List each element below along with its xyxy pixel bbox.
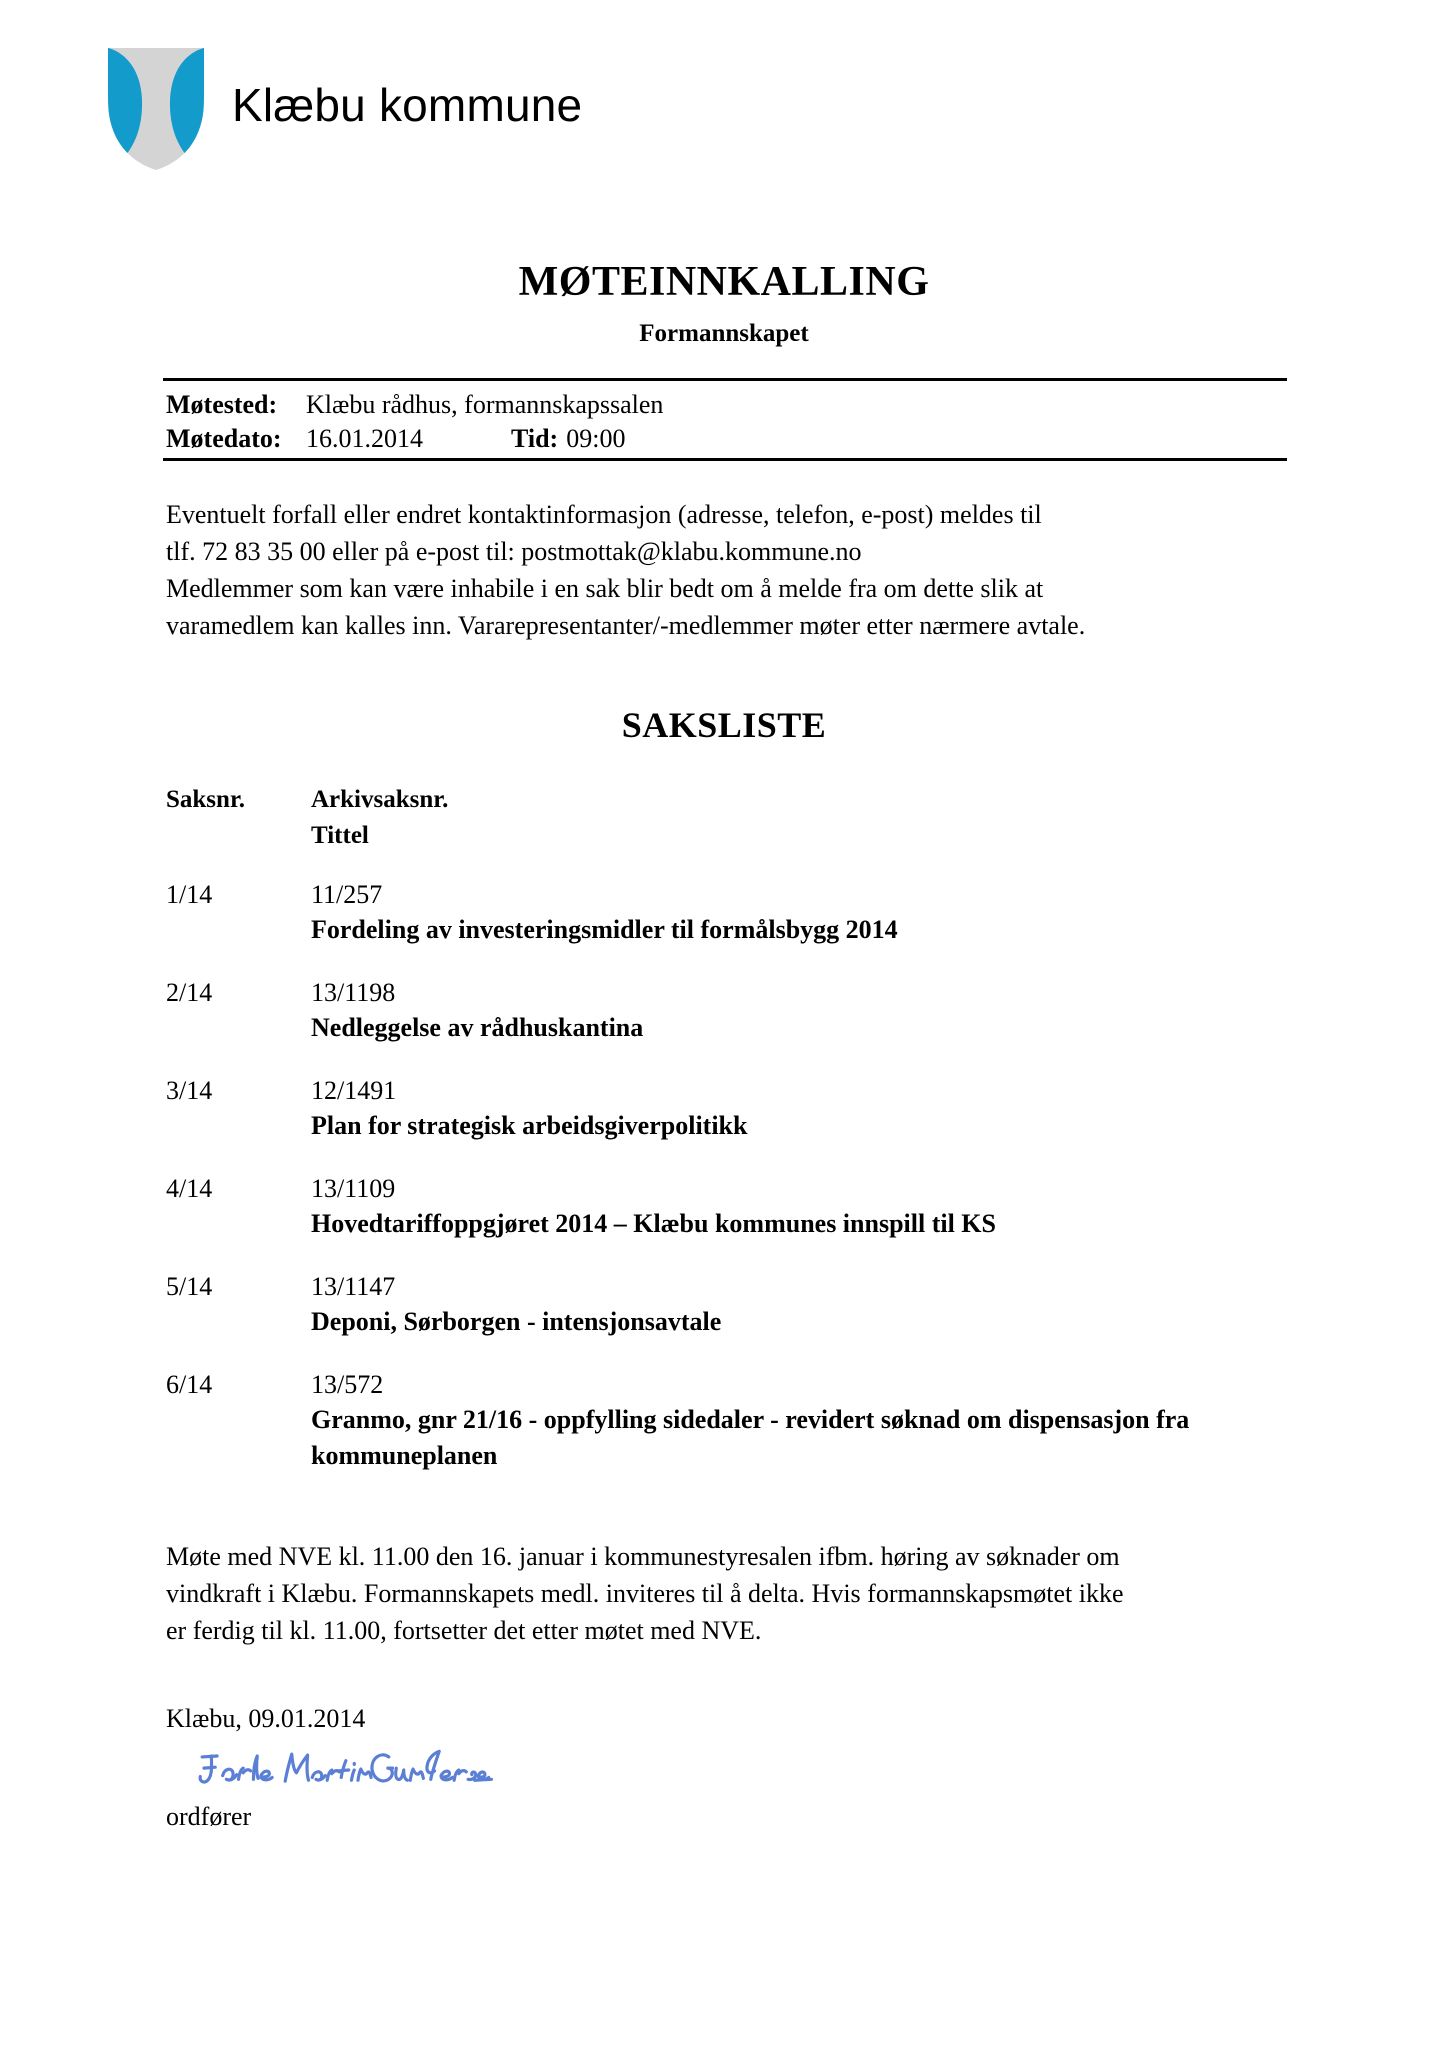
organisation-name: Klæbu kommune bbox=[232, 79, 583, 131]
intro-line-2: tlf. 72 83 35 00 eller på e-post til: postmottak@klabu.kommune.no bbox=[166, 537, 862, 566]
nve-note-line-1: Møte med NVE kl. 11.00 den 16. januar i kommunestyresalen ifbm. høring av søknader om bbox=[166, 1542, 1120, 1571]
nve-note-line-3: er ferdig til kl. 11.00, fortsetter det etter møtet med NVE. bbox=[166, 1616, 762, 1645]
column-header-saksnr: Saksnr. bbox=[166, 786, 245, 813]
agenda-column-headers bbox=[166, 782, 448, 854]
document-title: MØTEINNKALLING bbox=[518, 259, 930, 305]
case-title: Hovedtariffoppgjøret 2014 – Klæbu kommunes innspill til KS bbox=[311, 1209, 996, 1238]
case-title: Fordeling av investeringsmidler til formålsbygg 2014 bbox=[311, 915, 898, 944]
case-title: Deponi, Sørborgen - intensjonsavtale bbox=[311, 1307, 722, 1336]
case-arkivsaksnr: 13/1147 bbox=[311, 1272, 396, 1301]
case-number-row bbox=[166, 1172, 1306, 1206]
agenda-heading: SAKSLISTE bbox=[621, 705, 827, 745]
case-saksnr: 6/14 bbox=[166, 1370, 213, 1399]
meeting-place-label: Møtested: bbox=[166, 390, 278, 419]
case-arkivsaksnr: 11/257 bbox=[311, 880, 383, 909]
coat-of-arms-shield-icon bbox=[108, 48, 204, 170]
signature-place-date: Klæbu, 09.01.2014 bbox=[166, 1704, 366, 1733]
case-title: Granmo, gnr 21/16 - oppfylling sidedaler - revidert søknad om dispensasjon fra kommuneplanen bbox=[311, 1405, 1190, 1470]
divider-bottom bbox=[163, 458, 1287, 461]
handwritten-signature-icon bbox=[184, 1742, 504, 1798]
signature-role: ordfører bbox=[166, 1802, 252, 1831]
case-saksnr: 3/14 bbox=[166, 1076, 213, 1105]
agenda-case-list bbox=[166, 878, 1306, 1502]
agenda-header-row-1 bbox=[166, 782, 448, 818]
agenda-case-item bbox=[166, 1172, 1306, 1242]
agenda-case-item bbox=[166, 1270, 1306, 1340]
case-number-row bbox=[166, 1368, 1306, 1402]
intro-paragraph bbox=[166, 496, 1296, 644]
meeting-date-label: Møtedato: bbox=[166, 424, 282, 453]
case-arkivsaksnr: 13/1198 bbox=[311, 978, 396, 1007]
case-saksnr: 1/14 bbox=[166, 880, 213, 909]
intro-line-1: Eventuelt forfall eller endret kontaktinformasjon (adresse, telefon, e-post) meldes til bbox=[166, 500, 1042, 529]
logo-header bbox=[108, 48, 582, 170]
column-header-tittel: Tittel bbox=[311, 822, 369, 849]
case-number-row bbox=[166, 976, 1306, 1010]
meeting-time-label: Tid: bbox=[511, 424, 559, 453]
document-subtitle: Formannskapet bbox=[639, 320, 809, 347]
meeting-place-row bbox=[166, 388, 663, 422]
agenda-case-item bbox=[166, 878, 1306, 948]
divider-top bbox=[163, 378, 1287, 381]
meeting-time-value: 09:00 bbox=[566, 424, 626, 453]
agenda-case-item bbox=[166, 1074, 1306, 1144]
column-header-arkivsaksnr: Arkivsaksnr. bbox=[311, 786, 449, 813]
case-saksnr: 2/14 bbox=[166, 978, 213, 1007]
case-saksnr: 5/14 bbox=[166, 1272, 213, 1301]
meeting-date-value: 16.01.2014 bbox=[306, 424, 423, 453]
meeting-place-value: Klæbu rådhus, formannskapssalen bbox=[306, 390, 664, 419]
case-arkivsaksnr: 13/1109 bbox=[311, 1174, 396, 1203]
case-title: Plan for strategisk arbeidsgiverpolitikk bbox=[311, 1111, 748, 1140]
nve-note-line-2: vindkraft i Klæbu. Formannskapets medl. inviteres til å delta. Hvis formannskapsmøtet ikke bbox=[166, 1579, 1124, 1608]
meeting-date-row bbox=[166, 422, 663, 456]
signature-block bbox=[166, 1702, 504, 1834]
case-arkivsaksnr: 13/572 bbox=[311, 1370, 384, 1399]
intro-line-4: varamedlem kan kalles inn. Vararepresentanter/-medlemmer møter etter nærmere avtale. bbox=[166, 611, 1086, 640]
nve-note-paragraph bbox=[166, 1538, 1301, 1649]
case-arkivsaksnr: 12/1491 bbox=[311, 1076, 397, 1105]
agenda-case-item bbox=[166, 1368, 1306, 1474]
case-title: Nedleggelse av rådhuskantina bbox=[311, 1013, 644, 1042]
case-number-row bbox=[166, 1074, 1306, 1108]
case-number-row bbox=[166, 878, 1306, 912]
case-number-row bbox=[166, 1270, 1306, 1304]
intro-line-3: Medlemmer som kan være inhabile i en sak blir bedt om å melde fra om dette slik at bbox=[166, 574, 1044, 603]
agenda-case-item bbox=[166, 976, 1306, 1046]
meeting-info bbox=[166, 388, 663, 456]
case-saksnr: 4/14 bbox=[166, 1174, 213, 1203]
